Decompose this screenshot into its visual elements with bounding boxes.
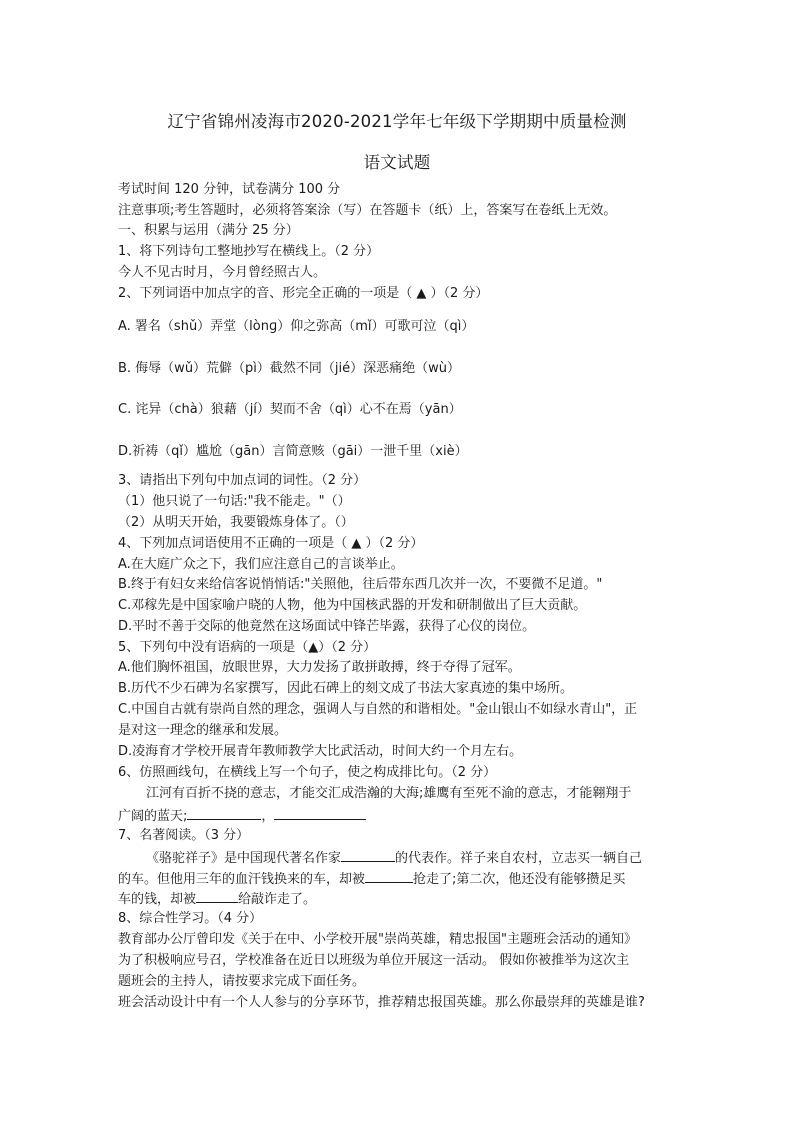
question-6-line-2 xyxy=(118,806,366,826)
question-4-option-b: B.终于有妇女来给信客说悄悄话:"关照他，往后带东西几次并一次，不要微不足道。" xyxy=(118,577,603,592)
question-7-line-1 xyxy=(146,848,642,868)
question-6-stem: 6、仿照画线句，在横线上写一个句子，使之构成排比句。（2 分） xyxy=(118,765,497,780)
question-2-option-a: A. 署名（shǔ）弄堂（lònɡ）仰之弥高（mǐ）可歌可泣（qì） xyxy=(118,319,475,334)
exam-notice: 注意事项;考生答题时，必须将答案涂（写）在答题卡（纸）上，答案写在卷纸上无效。 xyxy=(118,203,617,218)
question-8-paragraph-line-4: 班会活动设计中有一个人人参与的分享环节，推荐精忠报国英雄。那么你最崇拜的英雄是谁? xyxy=(118,995,645,1010)
question-3-stem: 3、请指出下列句中加点词的词性。（2 分） xyxy=(118,473,367,488)
question-8-stem: 8、综合性学习。（4 分） xyxy=(118,911,263,926)
page-subtitle: 语文试题 xyxy=(363,153,431,172)
question-5-option-b: B.历代不少石碑为名家撰写，因此石碑上的刻文成了书法大家真迹的集中场所。 xyxy=(118,681,574,696)
answer-blank[interactable] xyxy=(196,889,238,903)
question-7-text: 的代表作。祥子来自农村，立志买一辆自己 xyxy=(395,851,643,866)
answer-blank[interactable] xyxy=(341,848,395,862)
question-7-text: 的车。但他用三年的血汗钱换来的车，却被 xyxy=(118,872,366,887)
question-7-text: 《骆驼祥子》是中国现代著名作家 xyxy=(146,851,342,866)
question-6-line-1: 江河有百折不挠的意志，才能交汇成浩瀚的大海;雄鹰有至死不渝的意志，才能翱翔于 xyxy=(146,786,632,801)
question-7-line-2 xyxy=(118,869,625,889)
question-5-option-d: D.凌海育才学校开展青年教师教学大比武活动，时间大约一个月左右。 xyxy=(118,744,523,759)
question-5-stem: 5、下列句中没有语病的一项是（▲）（2 分） xyxy=(118,640,377,655)
question-7-text: 抢走了;第二次，他还没有能够攒足买 xyxy=(413,872,626,887)
page-title: 辽宁省锦州凌海市2020-2021学年七年级下学期期中质量检测 xyxy=(167,112,627,131)
question-2-option-b: B. 侮辱（wǔ）荒僻（pì）截然不同（jié）深恶痛绝（wù） xyxy=(118,361,461,376)
question-2-option-d: D.祈祷（qǐ）尴尬（gān）言简意赅（gāi）一泄千里（xiè） xyxy=(118,444,468,459)
question-2-option-c: C. 诧异（chà）狼藉（jí）契而不舍（qì）心不在焉（yān） xyxy=(118,402,462,417)
question-7-text: 车的钱，却被 xyxy=(118,892,197,907)
question-8-paragraph-line-3: 题班会的主持人，请按要求完成下面任务。 xyxy=(118,974,366,989)
question-4-option-c: C.邓稼先是中国家喻户晓的人物，他为中国核武器的开发和研制做出了巨大贡献。 xyxy=(118,598,587,613)
question-1-stem: 1、将下列诗句工整地抄写在横线上。（2 分） xyxy=(118,244,380,259)
question-5-option-c-line-2: 是对这一理念的继承和发展。 xyxy=(118,723,288,738)
question-8-paragraph-line-1: 教育部办公厅曾印发《关于在中、小学校开展"崇尚英雄，精忠报国"主题班会活动的通知》 xyxy=(118,932,637,947)
question-3-sentence-2: （2）从明天开始，我要锻炼身体了。（） xyxy=(118,515,354,530)
question-3-sentence-1: （1）他只说了一句话:"我不能走。"（） xyxy=(118,494,351,509)
question-1-text: 今人不见古时月，今月曾经照古人。 xyxy=(118,265,327,280)
question-5-option-a: A.他们胸怀祖国，放眼世界，大力发扬了敢拼敢搏，终于夺得了冠军。 xyxy=(118,660,521,675)
question-2-stem: 2、下列词语中加点字的音、形完全正确的一项是（ ▲ ）（2 分） xyxy=(118,286,489,301)
question-6-prefix: 广阔的蓝天; xyxy=(118,809,188,824)
answer-blank[interactable] xyxy=(365,869,413,883)
question-8-paragraph-line-2: 为了积极响应号召，学校准备在近日以班级为单位开展这一活动。 假如你被推举为这次主 xyxy=(118,953,630,968)
section-heading: 一、积累与运用（满分 25 分） xyxy=(118,223,299,238)
exam-time: 考试时间 120 分钟，试卷满分 100 分 xyxy=(118,182,341,197)
question-7-line-3 xyxy=(118,889,316,909)
question-4-option-a: A.在大庭广众之下，我们应注意自己的言谈举止。 xyxy=(118,557,404,572)
question-6-separator: ， xyxy=(261,809,275,824)
question-5-option-c-line-1: C.中国自古就有崇尚自然的理念，强调人与自然的和谐相处。"金山银山不如绿水青山"，正 xyxy=(118,702,638,717)
question-7-text: 给敲诈走了。 xyxy=(238,892,317,907)
question-4-option-d: D.平时不善于交际的他竟然在这场面试中锋芒毕露，获得了心仪的岗位。 xyxy=(118,619,536,634)
answer-blank[interactable] xyxy=(187,806,261,820)
answer-blank[interactable] xyxy=(274,806,366,820)
question-4-stem: 4、下列加点词语使用不正确的一项是（ ▲ ）（2 分） xyxy=(118,536,424,551)
question-7-stem: 7、名著阅读。（3 分） xyxy=(118,828,250,843)
